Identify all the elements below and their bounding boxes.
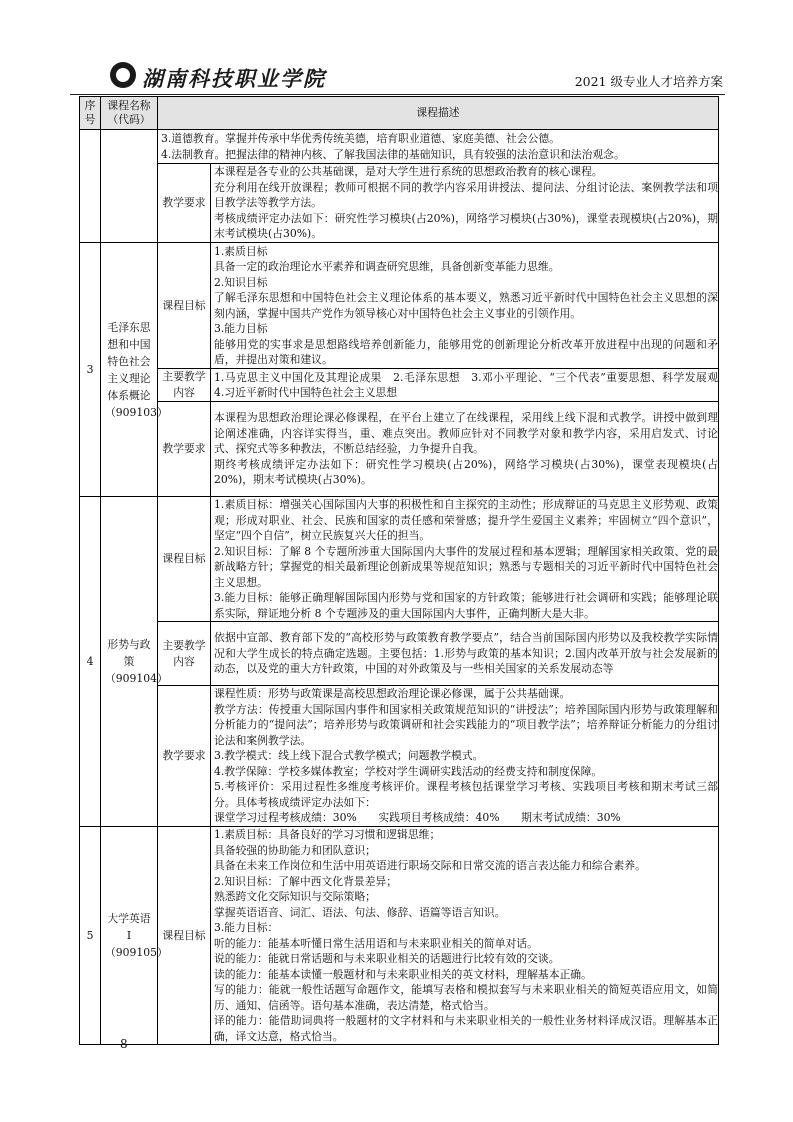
- row4-goal-label: 课程目标: [158, 497, 211, 622]
- header-no: 序号: [80, 97, 101, 130]
- table-row: [80, 402, 719, 497]
- table-row: [80, 243, 719, 369]
- row5-name: 大学英语 I（909105）: [101, 827, 158, 1045]
- page-number: 8: [120, 1037, 128, 1051]
- row4-no: 4: [80, 497, 101, 827]
- row5-no: 5: [80, 827, 101, 1045]
- college-logo-icon: [110, 62, 136, 88]
- table-row: [80, 164, 719, 243]
- header-name: 课程名称（代码）: [101, 97, 158, 130]
- table-row: [80, 130, 719, 164]
- row3-content-label: 主要教学内容: [158, 369, 211, 402]
- row4-req-label: 教学要求: [158, 686, 211, 827]
- row4-req-desc: 课程性质：形势与政策课是高校思想政治理论课必修课，属于公共基础课。 教学方法：传授重大国际国内事件和国家相关政策规范知识的“讲授法”；培养国际国内形势与政策理解和分析能力的“提问法”；培养形势与政策调研和社会实践能力的“项目教学法”；培养辩证分析能力的分组讨论法和案例教学法。 3.教学模式：线上线下混合式教学模式；问题教学模式。 4.教学保障：学校多媒体教室；学校对学生调研实践活动的经费支持和制度保障。 5.考核评价：采用过程性多维度考核评价。课程考核包括课堂学习考核、实践项目考核和期末考试三部分。具体考核成绩评定办法如下： 课堂学习过程考核成绩：30% 实践项目考核成绩：40% 期末考试成绩：30%: [211, 686, 719, 827]
- row3-no: 3: [80, 243, 101, 497]
- row3-goal-desc: 1.素质目标 具备一定的政治理论水平素养和调查研究思维，具备创新变革能力思维。 2.知识目标 了解毛泽东思想和中国特色社会主义理论体系的基本要义，熟悉习近平新时代中国特色社会主义思想的深刻内涵，掌握中国共产党作为领导核心对中国特色社会主义事业的引领作用。 3.能力目标 能够用党的实事求是思想路线培养创新能力，能够用党的创新理论分析改革开放进程中出现的问题和矛盾，并提出对策和建议。: [211, 243, 719, 369]
- header-desc: 课程描述: [158, 97, 719, 130]
- cont-req-desc: 本课程是各专业的公共基础课，是对大学生进行系统的思想政治教育的核心课程。 充分利用在线开放课程；教师可根据不同的教学内容采用讲授法、提问法、分组讨论法、案例教学法和项目教学法等教学方法。 考核成绩评定办法如下：研究性学习模块(占20%)，网络学习模块(占30%)，课堂表现模块(占20%)，期末考试模块(占30%)。: [211, 164, 719, 243]
- table-row: [80, 622, 719, 686]
- table-row: [80, 369, 719, 402]
- college-logo-text: 湖南科技职业学院: [142, 66, 326, 91]
- cont-no-cell: [80, 130, 101, 243]
- row3-name: 毛泽东思想和中国特色社会主义理论体系概论（909103）: [101, 243, 158, 497]
- row5-goal-label: 课程目标: [158, 827, 211, 1045]
- row3-req-desc: 本课程为思想政治理论课必修课程，在平台上建立了在线课程，采用线上线下混和式教学。讲授中做到理论阐述准确，内容详实得当，重、难点突出。教师应针对不同教学对象和教学内容，采用启发式、讨论式、探究式等多种教法，不断总结经验，力争提升自我。 期终考核成绩评定办法如下：研究性学习模块(占20%)，网络学习模块(占30%)，课堂表现模块(占20%)，期末考试模块(占30%)。: [211, 402, 719, 497]
- cont-top-desc: 3.道德教育。掌握并传承中华优秀传统美德，培育职业道德、家庭美德、社会公德。 4.法制教育。把握法律的精神内核、了解我国法律的基础知识，具有较强的法治意识和法治观念。: [158, 130, 719, 164]
- document-title: 2021 级专业人才培养方案: [574, 74, 723, 89]
- cont-name-cell: [101, 130, 158, 243]
- row4-goal-desc: 1.素质目标：增强关心国际国内大事的积极性和自主探究的主动性；形成辩证的马克思主义形势观、政策观；形成对职业、社会、民族和国家的责任感和荣誉感；提升学生爱国主义素养；牢固树立“四个意识”，坚定“四个自信”，树立民族复兴大任的担当。 2.知识目标：了解 8 个专题所涉重大国际国内大事件的发展过程和基本逻辑；理解国家相关政策、党的最新战略方针；掌握党的相关最新理论创新成果等规范知识；熟悉与专题相关的习近平新时代中国特色社会主义思想。 3.能力目标：能够正确理解国际国内形势与党和国家的方针政策；能够进行社会调研和实践；能够理论联系实际，辩证地分析 8 个专题涉及的重大国际国内大事件，正确判断大是大非。: [211, 497, 719, 622]
- row3-req-label: 教学要求: [158, 402, 211, 497]
- cont-req-label: 教学要求: [158, 164, 211, 243]
- page-header: [70, 58, 725, 95]
- row3-content-desc: 1.马克思主义中国化及其理论成果 2.毛泽东思想 3.邓小平理论、“三个代表”重要思想、科学发展观 4.习近平新时代中国特色社会主义思想: [211, 369, 719, 402]
- row3-goal-label: 课程目标: [158, 243, 211, 369]
- row5-goal-desc: 1.素质目标：具备良好的学习习惯和逻辑思维； 具备较强的协助能力和团队意识； 具备在未来工作岗位和生活中用英语进行职场交际和日常交流的语言表达能力和综合素养。 2.知识目标：了解中西文化背景差异； 熟悉跨文化交际知识与交际策略； 掌握英语语音、词汇、语法、句法、修辞、语篇等语言知识。 3.能力目标： 听的能力：能基本听懂日常生活用语和与未来职业相关的简单对话。 说的能力：能就日常话题和与未来职业相关的话题进行比较有效的交谈。 读的能力：能基本读懂一般题材和与未来职业相关的英文材料，理解基本正确。 写的能力：能就一般性话题写命题作文，能填写表格和模拟套写与未来职业相关的简短英语应用文，如简历、通知、信函等。语句基本准确，表达清楚，格式恰当。 译的能力：能借助词典将一般题材的文字材料和与未来职业相关的一般性业务材料译成汉语。理解基本正确，译文达意，格式恰当。: [211, 827, 719, 1045]
- curriculum-table: [79, 96, 729, 1045]
- row4-name: 形势与政策（909104）: [101, 497, 158, 827]
- table-row: [80, 827, 719, 1045]
- row4-content-desc: 依据中宣部、教育部下发的“高校形势与政策教育教学要点”，结合当前国际国内形势以及我校教学实际情况和大学生成长的特点确定选题。主要包括：1.形势与政策的基本知识；2.国内改革开放与社会发展新的动态，以及党的重大方针政策，中国的对外政策及与一些相关国家的关系发展动态等: [211, 622, 719, 686]
- table-header-row: [80, 97, 719, 130]
- row4-content-label: 主要教学内容: [158, 622, 211, 686]
- table-row: [80, 497, 719, 622]
- table-row: [80, 686, 719, 827]
